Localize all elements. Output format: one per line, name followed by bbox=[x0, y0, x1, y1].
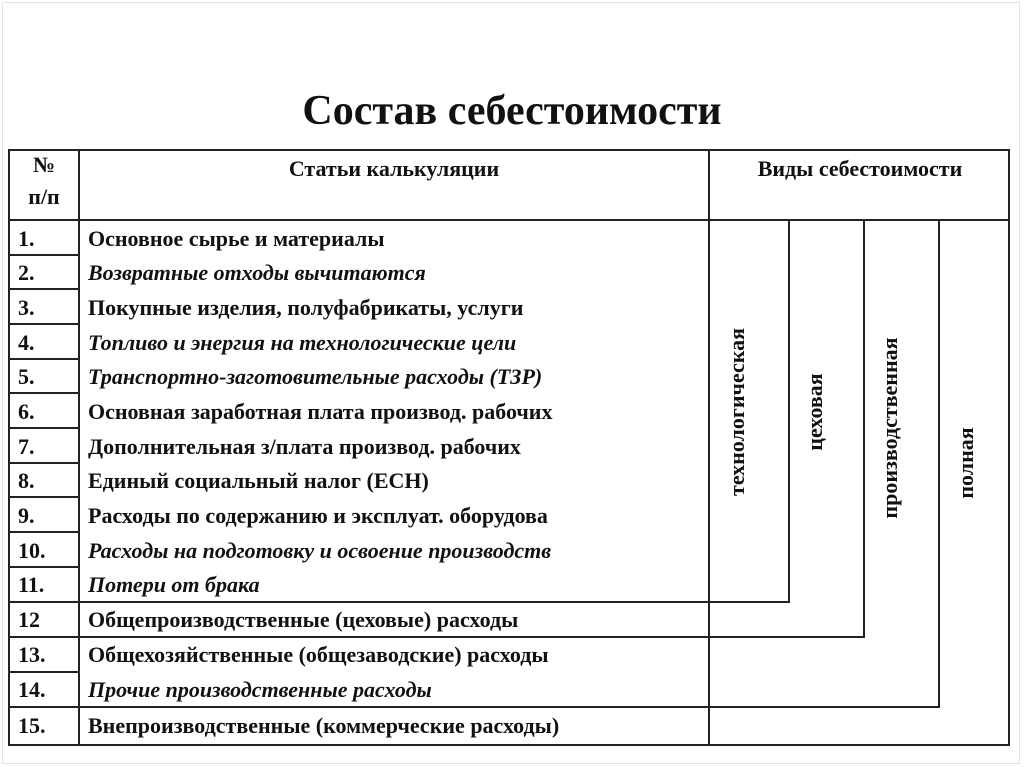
header-cost-types: Виды себестоимости bbox=[757, 156, 963, 181]
group-divider bbox=[8, 601, 710, 603]
cost-type-workshop: цеховая bbox=[802, 373, 827, 451]
row-divider bbox=[8, 566, 80, 568]
column-divider-items bbox=[708, 149, 710, 746]
row-label: Потери от брака bbox=[88, 572, 260, 597]
row-divider bbox=[8, 427, 80, 429]
row-label: Транспортно-заготовительные расходы (ТЗР) bbox=[88, 364, 543, 389]
row-number: 3. bbox=[18, 295, 35, 320]
cost-type-technological: технологическая bbox=[724, 328, 749, 496]
cost-type-production: производственная bbox=[877, 337, 902, 519]
row-number: 1. bbox=[18, 226, 35, 251]
row-divider bbox=[8, 254, 80, 256]
group-divider bbox=[8, 636, 710, 638]
type-divider bbox=[708, 601, 790, 603]
row-divider bbox=[8, 358, 80, 360]
row-label: Внепроизводственные (коммерческие расходы) bbox=[88, 713, 560, 738]
header-num: № bbox=[32, 152, 56, 177]
row-label: Общепроизводственные (цеховые) расходы bbox=[88, 607, 519, 632]
row-label: Основное сырье и материалы bbox=[88, 226, 385, 251]
row-number: 4. bbox=[18, 330, 35, 355]
row-divider bbox=[8, 671, 80, 673]
row-label: Общехозяйственные (общезаводские) расходы bbox=[88, 642, 549, 667]
row-divider bbox=[8, 496, 80, 498]
row-number: 9. bbox=[18, 503, 35, 528]
header-num-sub: п/п bbox=[28, 184, 60, 209]
table-border-left bbox=[8, 149, 10, 746]
row-number: 5. bbox=[18, 364, 35, 389]
row-number: 11. bbox=[18, 572, 45, 597]
group-divider bbox=[8, 706, 710, 708]
type-divider bbox=[708, 744, 1010, 746]
type-divider bbox=[708, 636, 865, 638]
row-number: 13. bbox=[18, 642, 46, 667]
row-label: Основная заработная плата производ. рабочих bbox=[88, 399, 553, 424]
type-divider bbox=[863, 219, 865, 638]
type-divider bbox=[708, 706, 940, 708]
row-number: 14. bbox=[18, 677, 46, 702]
header-items: Статьи калькуляции bbox=[288, 156, 500, 181]
row-number: 12 bbox=[18, 607, 40, 632]
type-divider bbox=[788, 219, 790, 603]
row-divider bbox=[8, 323, 80, 325]
table-border-bottom bbox=[8, 744, 710, 746]
row-label: Топливо и энергия на технологические цели bbox=[88, 330, 517, 355]
row-label: Дополнительная з/плата производ. рабочих bbox=[88, 434, 521, 459]
type-divider bbox=[938, 219, 940, 708]
row-label: Возвратные отходы вычитаются bbox=[88, 260, 426, 285]
row-label: Расходы по содержанию и эксплуат. оборудова bbox=[88, 503, 548, 528]
row-number: 7. bbox=[18, 434, 35, 459]
type-divider bbox=[1008, 219, 1010, 746]
column-divider-num bbox=[78, 149, 80, 746]
row-divider bbox=[8, 531, 80, 533]
row-number: 2. bbox=[18, 260, 35, 285]
row-number: 10. bbox=[18, 538, 46, 563]
row-label: Расходы на подготовку и освоение производств bbox=[88, 538, 552, 563]
cost-type-full: полная bbox=[953, 427, 978, 499]
row-number: 15. bbox=[18, 713, 46, 738]
row-label: Прочие производственные расходы bbox=[88, 677, 432, 702]
row-number: 8. bbox=[18, 468, 35, 493]
table-border-top bbox=[8, 149, 1010, 151]
row-number: 6. bbox=[18, 399, 35, 424]
row-label: Покупные изделия, полуфабрикаты, услуги bbox=[88, 295, 524, 320]
row-divider bbox=[8, 288, 80, 290]
header-divider bbox=[8, 219, 1010, 221]
row-label: Единый социальный налог (ЕСН) bbox=[88, 468, 429, 493]
row-divider bbox=[8, 392, 80, 394]
page-title: Состав себестоимости bbox=[302, 88, 722, 134]
row-divider bbox=[8, 462, 80, 464]
